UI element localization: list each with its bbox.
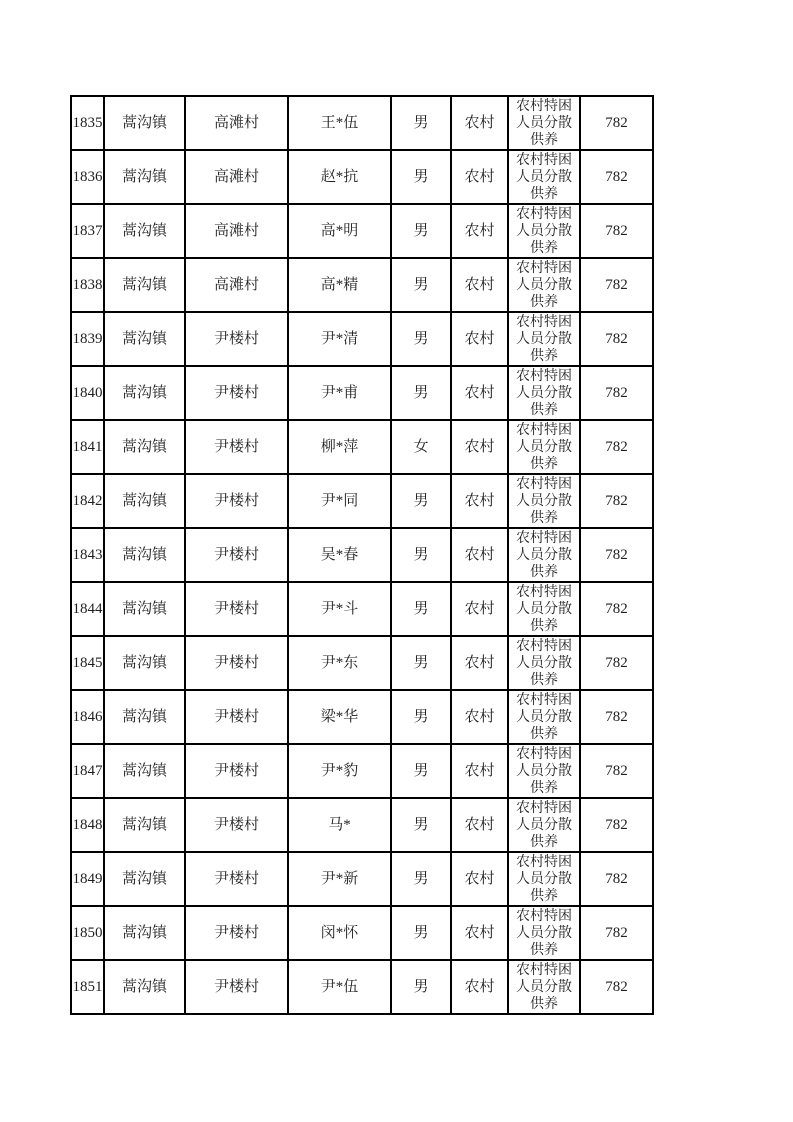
cell-gender: 男	[391, 852, 451, 906]
cell-area: 农村	[451, 636, 508, 690]
table-row	[71, 960, 653, 1014]
cell-area: 农村	[451, 690, 508, 744]
cell-village: 尹楼村	[185, 636, 288, 690]
table-row	[71, 906, 653, 960]
cell-amount: 782	[580, 960, 653, 1014]
cell-gender: 男	[391, 636, 451, 690]
cell-gender: 男	[391, 528, 451, 582]
cell-area: 农村	[451, 582, 508, 636]
cell-amount: 782	[580, 366, 653, 420]
table-row	[71, 366, 653, 420]
cell-id: 1851	[71, 960, 104, 1014]
cell-name: 赵*抗	[288, 150, 391, 204]
cell-area: 农村	[451, 528, 508, 582]
cell-town: 蒿沟镇	[104, 312, 185, 366]
cell-amount: 782	[580, 690, 653, 744]
cell-id: 1848	[71, 798, 104, 852]
cell-name: 尹*甫	[288, 366, 391, 420]
table-body	[71, 96, 653, 1014]
table-row	[71, 420, 653, 474]
cell-gender: 男	[391, 798, 451, 852]
cell-id: 1849	[71, 852, 104, 906]
cell-amount: 782	[580, 636, 653, 690]
cell-category: 农村特困人员分散供养	[508, 744, 580, 798]
cell-amount: 782	[580, 150, 653, 204]
cell-gender: 男	[391, 96, 451, 150]
cell-village: 尹楼村	[185, 474, 288, 528]
table-row	[71, 96, 653, 150]
cell-town: 蒿沟镇	[104, 258, 185, 312]
cell-gender: 男	[391, 744, 451, 798]
cell-category: 农村特困人员分散供养	[508, 690, 580, 744]
cell-gender: 男	[391, 960, 451, 1014]
cell-town: 蒿沟镇	[104, 744, 185, 798]
cell-village: 高滩村	[185, 258, 288, 312]
table-row	[71, 312, 653, 366]
table-row	[71, 852, 653, 906]
cell-amount: 782	[580, 474, 653, 528]
cell-id: 1845	[71, 636, 104, 690]
cell-id: 1836	[71, 150, 104, 204]
cell-gender: 女	[391, 420, 451, 474]
cell-category: 农村特困人员分散供养	[508, 528, 580, 582]
cell-category: 农村特困人员分散供养	[508, 204, 580, 258]
cell-village: 尹楼村	[185, 852, 288, 906]
cell-name: 吴*春	[288, 528, 391, 582]
cell-category: 农村特困人员分散供养	[508, 96, 580, 150]
cell-category: 农村特困人员分散供养	[508, 582, 580, 636]
table-row	[71, 582, 653, 636]
cell-name: 尹*清	[288, 312, 391, 366]
cell-village: 尹楼村	[185, 420, 288, 474]
cell-village: 高滩村	[185, 204, 288, 258]
cell-id: 1841	[71, 420, 104, 474]
cell-id: 1843	[71, 528, 104, 582]
cell-category: 农村特困人员分散供养	[508, 636, 580, 690]
cell-amount: 782	[580, 582, 653, 636]
table-row	[71, 150, 653, 204]
cell-amount: 782	[580, 258, 653, 312]
cell-name: 马*	[288, 798, 391, 852]
cell-area: 农村	[451, 366, 508, 420]
cell-gender: 男	[391, 258, 451, 312]
table-row	[71, 636, 653, 690]
cell-town: 蒿沟镇	[104, 150, 185, 204]
cell-name: 王*伍	[288, 96, 391, 150]
cell-category: 农村特困人员分散供养	[508, 366, 580, 420]
table-row	[71, 528, 653, 582]
cell-area: 农村	[451, 204, 508, 258]
cell-gender: 男	[391, 906, 451, 960]
cell-amount: 782	[580, 420, 653, 474]
cell-id: 1840	[71, 366, 104, 420]
cell-category: 农村特困人员分散供养	[508, 312, 580, 366]
table-row	[71, 258, 653, 312]
cell-amount: 782	[580, 204, 653, 258]
cell-town: 蒿沟镇	[104, 420, 185, 474]
cell-village: 尹楼村	[185, 582, 288, 636]
cell-category: 农村特困人员分散供养	[508, 852, 580, 906]
cell-village: 尹楼村	[185, 960, 288, 1014]
cell-town: 蒿沟镇	[104, 528, 185, 582]
cell-name: 闵*怀	[288, 906, 391, 960]
cell-area: 农村	[451, 420, 508, 474]
cell-village: 尹楼村	[185, 528, 288, 582]
cell-amount: 782	[580, 798, 653, 852]
cell-gender: 男	[391, 204, 451, 258]
cell-village: 尹楼村	[185, 366, 288, 420]
cell-id: 1838	[71, 258, 104, 312]
cell-gender: 男	[391, 474, 451, 528]
cell-gender: 男	[391, 366, 451, 420]
cell-village: 尹楼村	[185, 744, 288, 798]
cell-area: 农村	[451, 960, 508, 1014]
cell-gender: 男	[391, 312, 451, 366]
cell-id: 1846	[71, 690, 104, 744]
cell-amount: 782	[580, 906, 653, 960]
cell-area: 农村	[451, 150, 508, 204]
cell-area: 农村	[451, 258, 508, 312]
cell-name: 尹*东	[288, 636, 391, 690]
cell-amount: 782	[580, 852, 653, 906]
cell-id: 1835	[71, 96, 104, 150]
cell-village: 高滩村	[185, 96, 288, 150]
cell-village: 高滩村	[185, 150, 288, 204]
cell-id: 1847	[71, 744, 104, 798]
cell-area: 农村	[451, 96, 508, 150]
cell-town: 蒿沟镇	[104, 636, 185, 690]
cell-amount: 782	[580, 744, 653, 798]
cell-area: 农村	[451, 744, 508, 798]
cell-name: 梁*华	[288, 690, 391, 744]
cell-category: 农村特困人员分散供养	[508, 150, 580, 204]
cell-amount: 782	[580, 528, 653, 582]
cell-id: 1842	[71, 474, 104, 528]
cell-town: 蒿沟镇	[104, 960, 185, 1014]
cell-town: 蒿沟镇	[104, 474, 185, 528]
cell-area: 农村	[451, 312, 508, 366]
cell-town: 蒿沟镇	[104, 96, 185, 150]
cell-id: 1844	[71, 582, 104, 636]
cell-name: 尹*新	[288, 852, 391, 906]
cell-id: 1850	[71, 906, 104, 960]
cell-area: 农村	[451, 798, 508, 852]
cell-category: 农村特困人员分散供养	[508, 474, 580, 528]
cell-name: 尹*豹	[288, 744, 391, 798]
cell-area: 农村	[451, 852, 508, 906]
cell-name: 尹*同	[288, 474, 391, 528]
cell-name: 柳*萍	[288, 420, 391, 474]
cell-town: 蒿沟镇	[104, 204, 185, 258]
assistance-roster-table	[70, 95, 654, 1015]
cell-town: 蒿沟镇	[104, 852, 185, 906]
cell-town: 蒿沟镇	[104, 582, 185, 636]
cell-category: 农村特困人员分散供养	[508, 960, 580, 1014]
cell-town: 蒿沟镇	[104, 366, 185, 420]
table-row	[71, 204, 653, 258]
cell-town: 蒿沟镇	[104, 906, 185, 960]
cell-amount: 782	[580, 312, 653, 366]
cell-gender: 男	[391, 690, 451, 744]
cell-id: 1837	[71, 204, 104, 258]
cell-category: 农村特困人员分散供养	[508, 420, 580, 474]
cell-name: 高*明	[288, 204, 391, 258]
cell-area: 农村	[451, 906, 508, 960]
cell-name: 尹*伍	[288, 960, 391, 1014]
cell-area: 农村	[451, 474, 508, 528]
table-row	[71, 798, 653, 852]
cell-name: 尹*斗	[288, 582, 391, 636]
cell-name: 高*精	[288, 258, 391, 312]
cell-village: 尹楼村	[185, 906, 288, 960]
cell-village: 尹楼村	[185, 690, 288, 744]
table-row	[71, 690, 653, 744]
cell-category: 农村特困人员分散供养	[508, 258, 580, 312]
cell-id: 1839	[71, 312, 104, 366]
cell-gender: 男	[391, 150, 451, 204]
cell-village: 尹楼村	[185, 312, 288, 366]
cell-gender: 男	[391, 582, 451, 636]
cell-amount: 782	[580, 96, 653, 150]
cell-village: 尹楼村	[185, 798, 288, 852]
table-row	[71, 744, 653, 798]
cell-town: 蒿沟镇	[104, 690, 185, 744]
cell-town: 蒿沟镇	[104, 798, 185, 852]
cell-category: 农村特困人员分散供养	[508, 798, 580, 852]
cell-category: 农村特困人员分散供养	[508, 906, 580, 960]
table-row	[71, 474, 653, 528]
